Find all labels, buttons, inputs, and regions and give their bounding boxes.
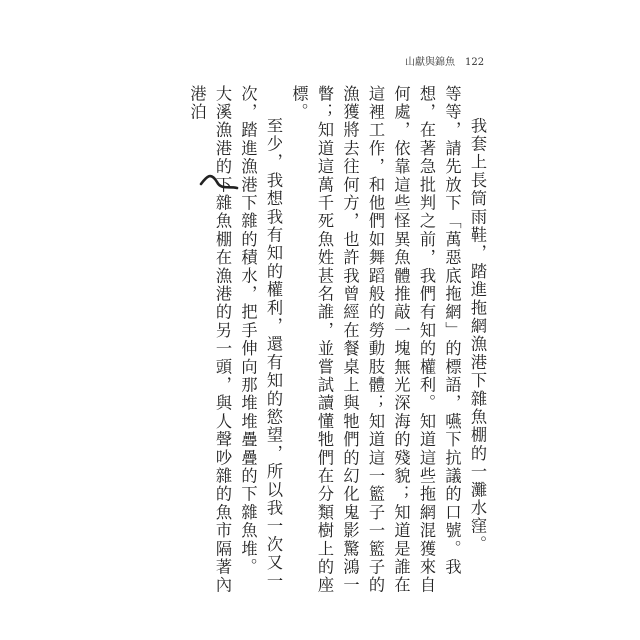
paragraph-4: 大溪漁港的下雜魚棚在漁港的另一頭，與人聲吵雜的魚市隔著內港泊 [187,85,232,595]
vertical-text-column [133,85,490,605]
paragraph-1: 我套上長筒雨鞋，踏進拖網漁港下雜魚棚的一灘水窪。 [468,117,487,555]
paragraph-2: 等等，請先放下「萬惡底拖網」的標語，嚥下抗議的口號。我想，在著急批判之前，我們有知的權利。知道這些拖網混獲來自何處，依靠這些怪異魚體推敲一塊無光深海的殘貌；知道是誰在這裡工作，和他們如舞蹈般的勞動肢體；知道這一籃子一籃子的漁獲將去往何方，也許我曾經在餐桌上與牠們的幻化鬼影驚鴻一瞥；知道這萬千死魚姓甚名誰，並嘗試讀懂牠們在分類樹上的座標。 [289,85,462,595]
brush-stroke-mark-icon [199,170,239,194]
paragraph-3: 至少，我想我有知的權利，還有知的慾望，所以我一次又一次，踏進漁港下雜的積水，把手伸向那堆堆疊疊的下雜魚堆。 [238,85,283,591]
page-number: 122 [465,57,485,68]
running-head [405,53,505,68]
running-head-title: 山獻與錦魚 [405,57,455,68]
